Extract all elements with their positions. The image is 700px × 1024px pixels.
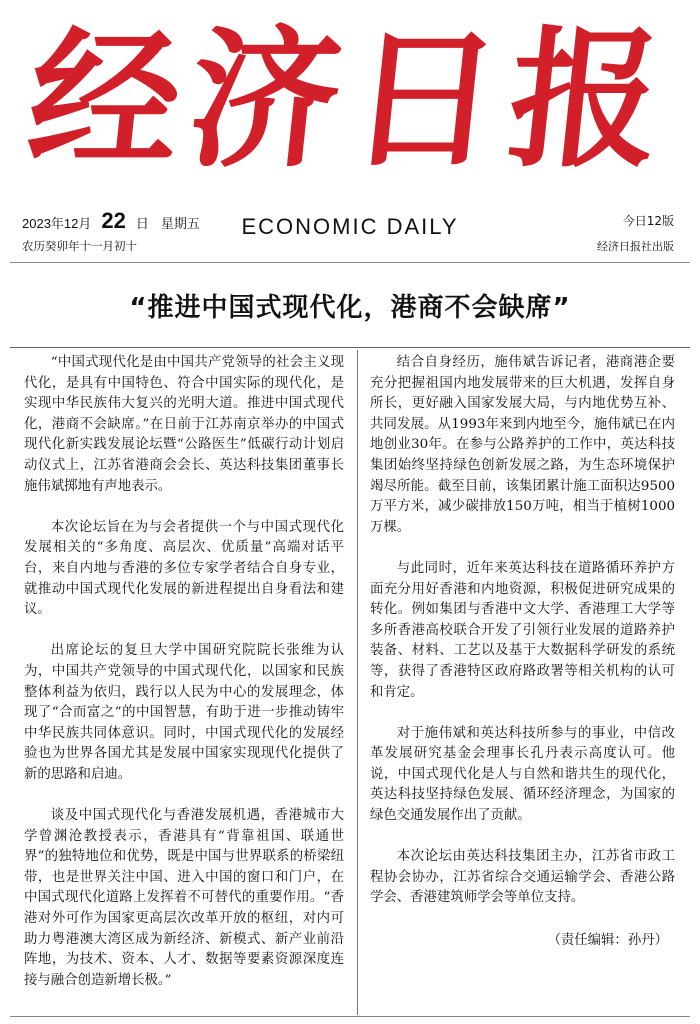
header-divider [10, 262, 690, 263]
issue-year-month: 2023年12月 [22, 216, 92, 231]
article-paragraph: 本次论坛由英达科技集团主办，江苏省市政工程协会协办，江苏省综合交通运输学会、香港公路学会、香港建筑师学会等单位支持。 [370, 849, 675, 906]
article-paragraph: 结合自身经历，施伟斌告诉记者，港商港企要充分把握祖国内地发展带来的巨大机遇，发挥自身所长，更好融入国家发展大局，与内地优势互补、共同发展。从1993年来到内地至今，施伟斌已在内地创业30年。在参与公路养护的工作中，英达科技集团始终坚持绿色创新发展之路，为生态环境保护竭尽所能。截至目前，该集团累计施工面积达9500万平方米，减少碳排放150万吨，相当于植树1000万棵。 [370, 355, 675, 535]
article-paragraph: 本次论坛旨在为与会者提供一个与中国式现代化发展相关的“多角度、高层次、优质量”高端对话平台，来自内地与香港的多位专家学者结合自身专业，就推动中国式现代化发展的新进程提出自身看法和建议。 [24, 519, 344, 618]
article-paragraph: 与此同时，近年来英达科技在道路循环养护方面充分用好香港和内地资源，积极促进研究成果的转化。例如集团与香港中文大学、香港理工大学等多所香港高校联合开发了引领行业发展的道路养护装备、材料、工艺以及基于大数据科学研发的系统等，获得了香港特区政府路政署等相关机构的认可和肯定。 [370, 560, 675, 700]
issue-day: 22 [101, 208, 126, 233]
footer-divider [10, 1016, 690, 1017]
editor-credit: （责任编辑：孙丹） [547, 933, 668, 948]
article-paragraph: “中国式现代化是由中国共产党领导的社会主义现代化，是具有中国特色、符合中国实际的现代化，是实现中华民族伟大复兴的光明大道。推进中国式现代化，港商不会缺席。”在日前于江苏南京举办的中国式现代化新实践发展论坛暨“公路医生”低碳行动计划启动仪式上，江苏省港商会会长、英达科技集团董事长施伟斌掷地有声地表示。 [24, 355, 344, 494]
masthead [0, 0, 700, 205]
article-paragraph: 出席论坛的复旦大学中国研究院院长张维为认为，中国共产党领导的中国式现代化，以国家和民族整体利益为依归，践行以人民为中心的发展理念，体现了“合而富之”的中国智慧，有助于进一步推动铸牢中华民族共同体意识。同时，中国式现代化的发展经验也为世界各国尤其是发展中国家实现现代化提供了新的思路和启迪。 [24, 643, 344, 782]
article-paragraph: 谈及中国式现代化与香港发展机遇，香港城市大学曾渊沧教授表示，香港具有“背靠祖国、联通世界”的独特地位和优势，既是中国与世界联系的桥梁纽带，也是世界关注中国、进入中国的窗口和门户，在中国式现代化道路上发挥着不可替代的重要作用。“香港对外可作为国家更高层次改革开放的枢纽，对内可助力粤港澳大湾区成为新经济、新模式、新产业前沿阵地，为技术、资本、人才、数据等要素资源深度连接与融合创造新增长极。” [24, 808, 344, 988]
masthead-title: 经济日报 [20, 12, 680, 188]
article-column-right [370, 353, 675, 930]
article-column-left [24, 353, 344, 1012]
lunar-date: 农历癸卯年十一月初十 [22, 239, 137, 253]
page-count: 今日12版 [622, 214, 674, 228]
edition-name: ECONOMIC DAILY [241, 214, 459, 239]
column-divider [357, 350, 358, 1015]
headline-divider [10, 347, 690, 348]
article-paragraph: 对于施伟斌和英达科技所参与的事业，中信改革发展研究基金会理事长孔丹表示高度认可。他说，中国式现代化是人与自然和谐共生的现代化，英达科技坚持绿色发展、循环经济理念，为国家的绿色交通发展作出了贡献。 [370, 725, 675, 824]
issue-weekday: 星期五 [160, 216, 200, 231]
publisher: 经济日报社出版 [597, 240, 674, 253]
issue-day-suffix: 日 [135, 216, 149, 231]
article-headline: “推进中国式现代化，港商不会缺席” [129, 293, 571, 323]
